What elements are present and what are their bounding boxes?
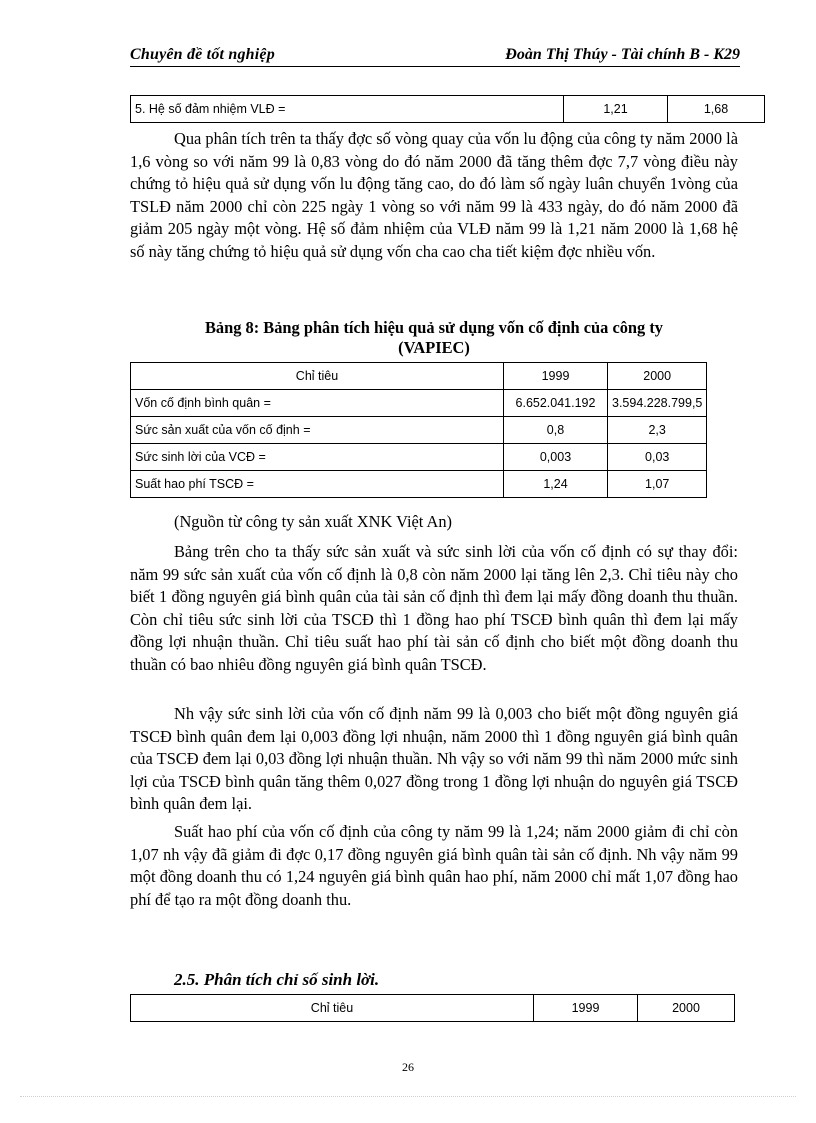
page-number: 26 — [402, 1060, 414, 1074]
value-2000: 1,68 — [668, 96, 765, 123]
row-label: Sức sinh lời của VCĐ = — [131, 444, 504, 471]
header-left: Chuyên đề tốt nghiệp — [130, 46, 275, 63]
value-2000: 2,3 — [608, 417, 707, 444]
header-right: Đoàn Thị Thúy - Tài chính B - K29 — [505, 46, 740, 63]
value-1999: 6.652.041.192 — [504, 390, 608, 417]
col-header-2000: 2000 — [638, 995, 735, 1022]
col-header-label: Chỉ tiêu — [131, 363, 504, 390]
header-rule — [130, 66, 740, 67]
paragraph-2 — [130, 541, 738, 676]
table8-source: (Nguồn từ công ty sản xuất XNK Việt An) — [174, 512, 453, 531]
table-row — [131, 390, 707, 417]
table-row — [131, 417, 707, 444]
paragraph-4-text: Suất hao phí của vốn cố định của công ty năm 99 là 1,24; năm 2000 giảm đi chỉ còn 1,07 nh vậy đã giảm đi đợc 0,17 đồng nguyên giá bình quân tài sản cố định. Nh vậy năm 99 một đồng doanh thu có 1,24 nguyên giá bình quân hao phí, năm 2000 chỉ mất 1,07 đồng hao phí để tạo ra một đồng doanh thu. — [130, 822, 738, 909]
row-label: Vốn cố định bình quân = — [131, 390, 504, 417]
table-header-row — [131, 995, 735, 1022]
value-1999: 1,24 — [504, 471, 608, 498]
paragraph-3-text: Nh vậy sức sinh lời của vốn cố định năm 99 là 0,003 cho biết một đồng nguyên giá TSCĐ bình quân đem lại 0,003 đồng lợi nhuận, năm 2000 thì 1 đồng nguyên giá bình quân của TSCĐ đem lại 0,03 đồng lợi nhuận thuần. Nh vậy so với năm 99 thì năm 2000 mức sinh lợi của TSCĐ bình quân tăng thêm 0,027 đồng trong 1 đồng lợi nhuận do nguyên giá TSCĐ bình quân đem lại. — [130, 704, 738, 813]
caption-line-2: (VAPIEC) — [398, 338, 470, 357]
paragraph-2-text: Bảng trên cho ta thấy sức sản xuất và sức sinh lời của vốn cố định có sự thay đổi: năm 99 sức sản xuất của vốn cố định là 0,8 còn năm 2000 lại tăng lên 2,3. Chỉ tiêu này cho biết 1 đồng nguyên giá bình quân của tài sản cố định thì đem lại mấy đồng doanh thu thuần. Còn chỉ tiêu sức sinh lời của TSCĐ thì 1 đồng hao phí TSCĐ bình quân thì đem lại mấy đồng lợi nhuận thuần. Chỉ tiêu suất hao phí tài sản cố định cho biết một đồng doanh thu thuần có bao nhiêu đồng nguyên giá bình quân TSCĐ. — [130, 542, 738, 674]
value-1999: 1,21 — [564, 96, 668, 123]
value-1999: 0,003 — [504, 444, 608, 471]
paragraph-4 — [130, 821, 738, 911]
row-label: Suất hao phí TSCĐ = — [131, 471, 504, 498]
page-header — [130, 46, 740, 68]
table-vld — [130, 95, 765, 123]
value-2000: 1,07 — [608, 471, 707, 498]
value-2000: 3.594.228.799,5 — [608, 390, 707, 417]
paragraph-3 — [130, 703, 738, 816]
paragraph-1 — [130, 128, 738, 263]
col-header-label: Chỉ tiêu — [131, 995, 534, 1022]
table-row — [131, 471, 707, 498]
caption-line-1: Bảng 8: Bảng phân tích hiệu quả sử dụng vốn cố định của công ty — [205, 318, 663, 337]
table-8 — [130, 362, 707, 498]
col-header-1999: 1999 — [504, 363, 608, 390]
col-header-1999: 1999 — [534, 995, 638, 1022]
table-row — [131, 444, 707, 471]
row-label: Sức sản xuất của vốn cố định = — [131, 417, 504, 444]
table8-caption — [130, 318, 738, 358]
value-2000: 0,03 — [608, 444, 707, 471]
row-label: 5. Hệ số đảm nhiệm VLĐ = — [131, 96, 564, 123]
table-header-row — [131, 363, 707, 390]
table-row — [131, 96, 765, 123]
col-header-2000: 2000 — [608, 363, 707, 390]
paragraph-1-text: Qua phân tích trên ta thấy đợc số vòng quay của vốn lu động của công ty năm 2000 là 1,6 vòng so với năm 99 là 0,83 vòng do đó năm 2000 đã tăng thêm đợc 7,7 vòng điều này chứng tỏ hiệu quả sử dụng vốn lu động tăng cao, do đó làm số ngày luân chuyển 1vòng của TSLĐ năm 2000 chỉ còn 225 ngày 1 vòng so với năm 99 là 433 ngày, do đó năm 2000 đã giảm 205 ngày một vòng. Hệ số đảm nhiệm của VLĐ năm 99 là 1,21 năm 2000 là 1,68 hệ số này tăng chứng tỏ hiệu quả sử dụng vốn cha cao cha tiết kiệm đợc nhiều vốn. — [130, 129, 738, 261]
value-1999: 0,8 — [504, 417, 608, 444]
page-bottom-divider — [20, 1096, 796, 1097]
section-title: 2.5. Phân tích chỉ số sinh lời. — [174, 970, 380, 989]
table-sinh-loi — [130, 994, 735, 1022]
